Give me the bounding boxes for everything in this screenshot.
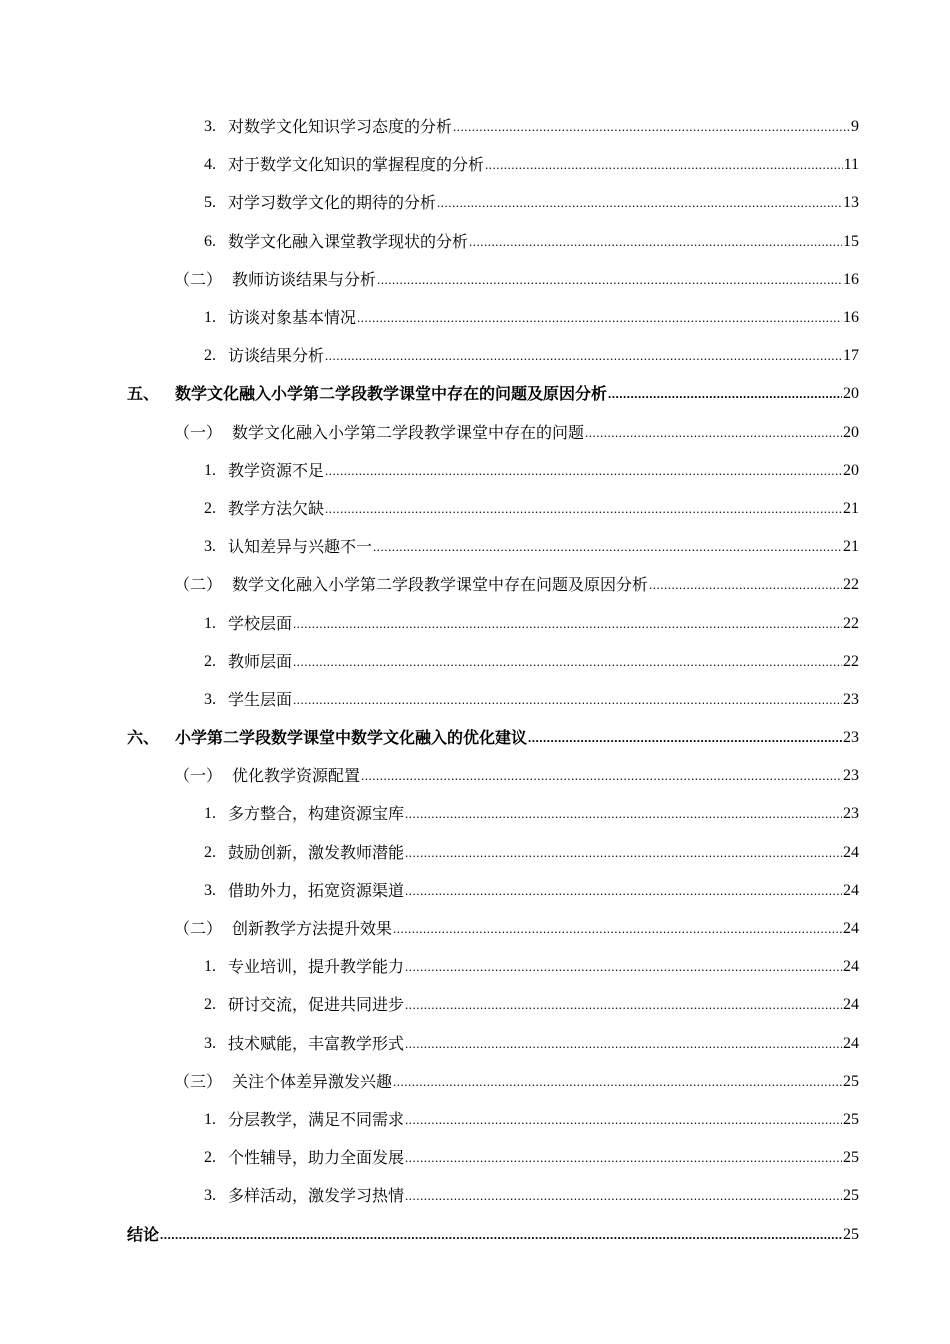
toc-dot-leader [393,919,842,939]
toc-entry-number: 3. [204,881,216,899]
toc-entry-title: 个性辅导，助力全面发展 [228,1148,405,1168]
toc-entry[interactable] [0,223,950,261]
toc-entry-title: 教学方法欠缺 [228,498,325,518]
toc-entry-heading [204,1034,404,1054]
toc-entry-heading [204,995,404,1015]
toc-entry-title: 创新教学方法提升效果 [232,919,393,939]
toc-entry-heading [204,614,292,634]
table-of-contents [0,108,950,1254]
toc-dot-leader [585,423,842,443]
toc-entry[interactable] [0,719,950,757]
toc-entry-title: 优化教学资源配置 [232,766,361,786]
toc-dot-leader [160,1225,842,1245]
toc-entry-title: 对数学文化知识学习态度的分析 [228,117,453,137]
toc-entry-number: （二） [174,575,223,595]
toc-dot-leader [325,499,842,519]
toc-page-number: 25 [843,1187,859,1205]
toc-entry-number: 1. [204,805,216,823]
toc-entry-heading [204,804,404,824]
toc-entry[interactable] [0,299,950,337]
toc-entry[interactable] [0,1063,950,1101]
toc-entry-number: （二） [174,919,223,939]
toc-dot-leader [377,270,842,290]
toc-page-number: 11 [843,156,859,174]
toc-dot-leader [405,881,842,901]
toc-page-number: 24 [843,843,859,861]
toc-page-number: 23 [843,690,859,708]
toc-dot-leader [453,117,850,137]
toc-entry[interactable] [0,528,950,566]
toc-page-number: 24 [843,958,859,976]
toc-entry-title: 访谈结果分析 [228,346,325,366]
toc-entry-number: 1. [204,614,216,632]
toc-dot-leader [405,1110,842,1130]
toc-dot-leader [405,1148,842,1168]
toc-entry-heading [204,232,468,252]
toc-entry[interactable] [0,681,950,719]
toc-entry-heading [204,690,292,710]
toc-entry[interactable] [0,604,950,642]
toc-entry-number: 2. [204,1149,216,1167]
toc-dot-leader [405,843,842,863]
toc-entry-number: 1. [204,309,216,327]
toc-entry-title: 数学文化融入小学第二学段教学课堂中存在的问题及原因分析 [175,384,608,404]
toc-entry[interactable] [0,337,950,375]
toc-dot-leader [405,995,842,1015]
toc-entry-title: 多样活动，激发学习热情 [228,1186,405,1206]
toc-page-number: 13 [843,194,859,212]
toc-entry[interactable] [0,1101,950,1139]
toc-page-number: 15 [843,232,859,250]
toc-entry-heading [127,1225,159,1245]
toc-entry-heading [204,155,484,175]
toc-entry-heading [204,1186,404,1206]
toc-entry-heading [204,652,292,672]
toc-entry-number: 2. [204,652,216,670]
toc-page-number: 24 [843,920,859,938]
toc-entry-title: 关注个体差异激发兴趣 [232,1071,393,1091]
toc-entry-heading [127,728,527,748]
toc-entry-title: 教师访谈结果与分析 [232,269,377,289]
toc-entry-heading [204,881,404,901]
toc-page-number: 16 [843,309,859,327]
toc-entry[interactable] [0,872,950,910]
toc-dot-leader [373,537,842,557]
toc-entry-title: 鼓励创新，激发教师潜能 [228,842,405,862]
toc-entry[interactable] [0,1139,950,1177]
toc-entry-heading [204,957,404,977]
toc-page-number: 16 [843,270,859,288]
toc-page-number: 20 [843,423,859,441]
toc-entry-heading [204,1110,404,1130]
toc-entry-title: 研讨交流，促进共同进步 [228,995,405,1015]
toc-dot-leader [405,1186,842,1206]
toc-entry-title: 数学文化融入小学第二学段教学课堂中存在问题及原因分析 [232,575,649,595]
toc-entry-number: 3. [204,118,216,136]
toc-page-number: 21 [843,538,859,556]
toc-dot-leader [293,690,842,710]
toc-dot-leader [293,652,842,672]
toc-entry-number: 2. [204,843,216,861]
toc-page-number: 20 [843,461,859,479]
toc-entry-number: 5. [204,194,216,212]
toc-dot-leader [485,155,843,175]
toc-entry-title: 教学资源不足 [228,460,325,480]
toc-entry[interactable] [0,910,950,948]
toc-dot-leader [393,1072,842,1092]
toc-entry-title: 专业培训，提升教学能力 [228,957,405,977]
toc-entry-title: 数学文化融入课堂教学现状的分析 [228,231,469,251]
toc-entry-number: 1. [204,461,216,479]
toc-entry-title: 学生层面 [228,689,293,709]
toc-page-number: 22 [843,614,859,632]
toc-page-number: 24 [843,1034,859,1052]
toc-entry-title: 认知差异与兴趣不一 [228,537,373,557]
toc-entry-title: 教师层面 [228,651,293,671]
toc-page-number: 23 [843,805,859,823]
toc-dot-leader [437,193,842,213]
toc-entry[interactable] [0,261,950,299]
toc-dot-leader [325,461,842,481]
toc-entry[interactable] [0,414,950,452]
toc-dot-leader [361,766,842,786]
toc-entry-title: 分层教学，满足不同需求 [228,1109,405,1129]
toc-entry-title: 技术赋能，丰富教学形式 [228,1033,405,1053]
toc-entry-number: 3. [204,1034,216,1052]
toc-entry-number: 2. [204,996,216,1014]
toc-entry-heading [204,193,436,213]
toc-entry-number: 3. [204,1187,216,1205]
toc-entry[interactable] [0,834,950,872]
toc-entry[interactable] [0,566,950,604]
toc-entry-number: （二） [174,269,223,289]
toc-entry-number: （一） [174,766,223,786]
toc-entry-heading [174,766,360,786]
toc-page-number: 25 [843,1110,859,1128]
toc-entry-number: （一） [174,422,223,442]
toc-entry[interactable] [0,1177,950,1215]
toc-entry-heading [204,499,324,519]
toc-dot-leader [405,957,842,977]
toc-entry-title: 结论 [127,1224,160,1244]
toc-entry[interactable] [0,643,950,681]
toc-page-number: 22 [843,652,859,670]
toc-entry[interactable] [0,1215,950,1253]
toc-entry-number: （三） [174,1071,223,1091]
toc-entry-heading [204,461,324,481]
toc-entry-title: 数学文化融入小学第二学段教学课堂中存在的问题 [232,422,585,442]
toc-dot-leader [608,384,842,404]
toc-entry-heading [174,575,648,595]
toc-page-number: 25 [843,1149,859,1167]
toc-entry-number: 2. [204,347,216,365]
toc-entry-title: 对学习数学文化的期待的分析 [228,193,437,213]
toc-entry-heading [204,1148,404,1168]
toc-entry[interactable] [0,1025,950,1063]
toc-entry-heading [174,919,392,939]
toc-entry-number: 3. [204,690,216,708]
toc-page-number: 21 [843,499,859,517]
toc-entry-title: 借助外力，拓宽资源渠道 [228,880,405,900]
toc-dot-leader [357,308,842,328]
toc-page-number: 24 [843,996,859,1014]
toc-entry-heading [204,843,404,863]
toc-entry-title: 学校层面 [228,613,293,633]
toc-entry-heading [204,117,452,137]
toc-dot-leader [293,614,842,634]
toc-entry-number: 六、 [127,728,160,748]
toc-page-number: 17 [843,347,859,365]
toc-entry[interactable] [0,795,950,833]
toc-dot-leader [405,804,842,824]
toc-entry[interactable] [0,146,950,184]
toc-entry-number: 4. [204,156,216,174]
toc-entry-heading [174,1072,392,1092]
toc-page-number: 25 [843,1072,859,1090]
toc-entry-title: 多方整合，构建资源宝库 [228,804,405,824]
toc-page-number: 9 [851,118,859,136]
toc-dot-leader [649,575,842,595]
toc-entry-title: 小学第二学段数学课堂中数学文化融入的优化建议 [175,728,528,748]
toc-entry-heading [127,384,607,404]
toc-entry-heading [174,423,584,443]
toc-entry[interactable] [0,757,950,795]
toc-entry-number: 3. [204,538,216,556]
toc-dot-leader [528,728,842,748]
toc-entry[interactable] [0,452,950,490]
toc-entry-heading [174,270,376,290]
toc-entry-title: 对于数学文化知识的掌握程度的分析 [228,155,485,175]
toc-entry-number: 1. [204,958,216,976]
toc-dot-leader [469,232,842,252]
toc-entry-number: 6. [204,232,216,250]
toc-entry[interactable] [0,948,950,986]
toc-entry[interactable] [0,184,950,222]
toc-page-number: 20 [843,385,859,403]
toc-entry-heading [204,308,356,328]
toc-page-number: 25 [843,1225,859,1243]
toc-entry-number: 2. [204,499,216,517]
toc-page-number: 23 [843,729,859,747]
toc-entry-number: 五、 [127,384,160,404]
toc-entry-heading [204,346,324,366]
toc-entry-title: 访谈对象基本情况 [228,308,357,328]
toc-page-number: 24 [843,881,859,899]
toc-entry-number: 1. [204,1110,216,1128]
toc-page-number: 23 [843,767,859,785]
toc-dot-leader [325,346,842,366]
toc-entry[interactable] [0,986,950,1024]
toc-entry[interactable] [0,108,950,146]
toc-page-number: 22 [843,576,859,594]
toc-entry[interactable] [0,490,950,528]
toc-entry[interactable] [0,375,950,413]
toc-dot-leader [405,1034,842,1054]
toc-entry-heading [204,537,372,557]
